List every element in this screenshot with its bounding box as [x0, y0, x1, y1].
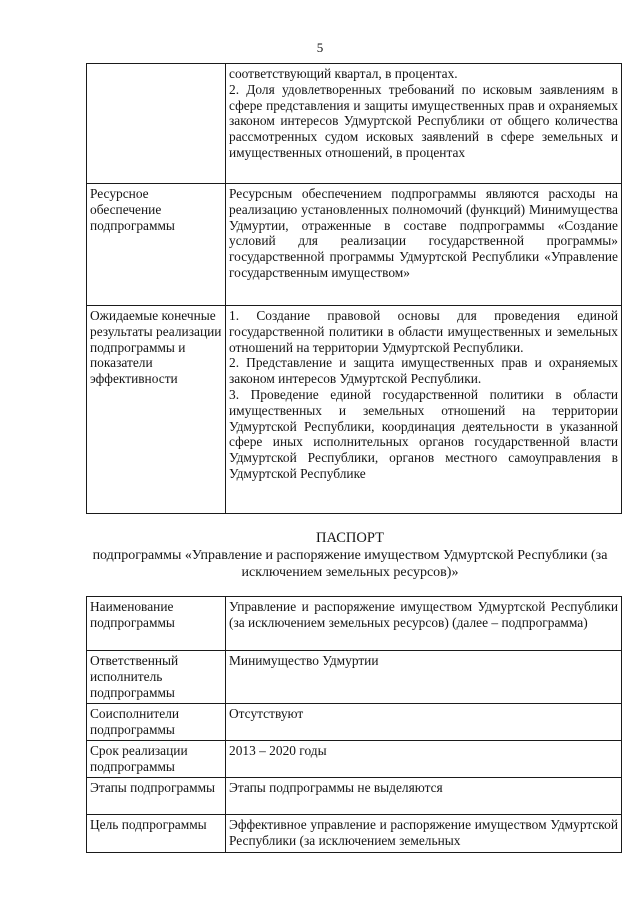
row-value	[226, 64, 622, 184]
table-row	[87, 597, 622, 651]
row-value: Эффективное управление и распоряжение имуществом Удмуртской Республики (за исключением земельных	[226, 815, 622, 853]
row-label: Этапы подпрограммы	[87, 778, 226, 815]
row-value	[226, 306, 622, 514]
row-value: Отсутствуют	[226, 704, 622, 741]
row-label	[87, 64, 226, 184]
row-label: Цель подпрограммы	[87, 815, 226, 853]
row-label: Ресурсное обеспечение подпрограммы	[87, 184, 226, 306]
passport-title: ПАСПОРТ	[316, 530, 384, 546]
paragraph: 1. Создание правовой основы для проведения единой государственной политики в области имущественных и земельных отношений на территории Удмуртской Республики.	[229, 308, 618, 355]
row-value: Минимущество Удмуртии	[226, 651, 622, 704]
row-label: Наименование подпрограммы	[87, 597, 226, 651]
page-number: 5	[316, 40, 324, 55]
table-row	[87, 778, 622, 815]
paragraph: соответствующий квартал, в процентах.	[229, 66, 458, 81]
paragraph: 3. Проведение единой государственной политики в области имущественных и земельных отношений на территории Удмуртской Республики, координация деятельности в указанной сфере иных исполнительных органов государственной власти Удмуртской Республики, органов местного самоуправления в Удмуртской Республике	[229, 386, 618, 481]
passport-subtitle: подпрограммы «Управление и распоряжение имуществом Удмуртской Республики (за исключением земельных ресурсов)»	[92, 548, 608, 580]
row-label: Срок реализации подпрограммы	[87, 741, 226, 778]
table-row	[87, 306, 622, 514]
row-label: Соисполнители подпрограммы	[87, 704, 226, 741]
subprogram-table-continued	[86, 63, 622, 514]
table-row	[87, 704, 622, 741]
row-value	[226, 184, 622, 306]
table-row	[87, 64, 622, 184]
paragraph: Ресурсным обеспечением подпрограммы являются расходы на реализацию установленных полномочий (функций) Минимущества Удмуртии, отраженные в составе подпрограммы «Создание условий для реализации государственной программы» государственной программы Удмуртской Республики «Управление государственным имуществом»	[229, 186, 618, 280]
table-row	[87, 651, 622, 704]
row-value: Этапы подпрограммы не выделяются	[226, 778, 622, 815]
row-label: Ожидаемые конечные результаты реализации подпрограммы и показатели эффективности	[87, 306, 226, 514]
table-row	[87, 815, 622, 853]
paragraph: 2. Доля удовлетворенных требований по исковым заявлениям в сфере представления и защиты имущественных прав и охраняемых законом интересов Удмуртской Республики от общего количества рассмотренных судом исковых заявлений в сфере земельных и имущественных отношений, в процентах	[229, 81, 618, 160]
row-label: Ответственный исполнитель подпрограммы	[87, 651, 226, 704]
table-row	[87, 184, 622, 306]
row-value: Управление и распоряжение имуществом Удмуртской Республики (за исключением земельных ресурсов) (далее – подпрограмма)	[226, 597, 622, 651]
row-value: 2013 – 2020 годы	[226, 741, 622, 778]
passport-table	[86, 596, 622, 853]
paragraph: 2. Представление и защита имущественных прав и охраняемых законом интересов Удмуртской Республики.	[229, 355, 618, 387]
table-row	[87, 741, 622, 778]
